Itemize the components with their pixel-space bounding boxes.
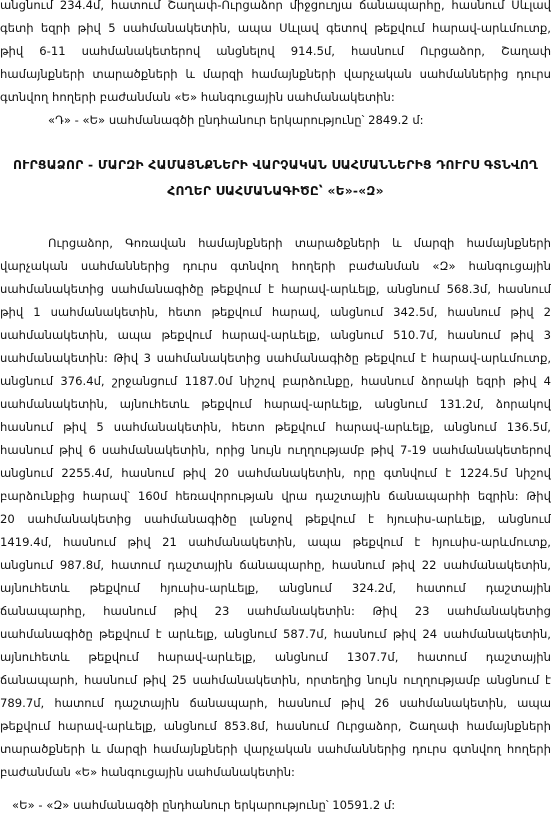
text-line: հասնում թիվ 6 սահմանակետին, որից նույն ուղղությամբ թիվ 7-19 սահմանակետերով <box>0 443 551 457</box>
text-line: անցնում 987.8մ, հատում դաշտային ճանապարհը, հասնում թիվ 22 սահմանակետին, <box>0 558 551 572</box>
text-line: բարձունքից հարավ՝ 160մ հեռավորության վրա դաշտային ճանապարհի եզրին: Թիվ <box>0 489 551 503</box>
text-line: 20 սահմանակետից սահմանագիծը լանջով թեքվում է հյուսիս-արևելք, անցնում <box>0 512 551 526</box>
text-line: սահմանակետին: Թիվ 3 սահմանակետից սահմանագիծը թեքվում է հարավ-արևմուտք, <box>0 351 551 365</box>
heading-line: ՈՒՐՑԱՁՈՐ - ՄԱՐԶԻ ՀԱՄԱՅՆՔՆԵՐԻ ՎԱՐՉԱԿԱՆ ՍԱՀՄԱՆՆԵՐԻՑ ԴՈՒՐՍ ԳՏՆՎՈՂ <box>12 158 539 172</box>
text-line: համայնքների տարածքների և մարզի համայնքների վարչական սահմաններից դուրս <box>0 67 551 81</box>
text-line: այնուհետև թեքվում հարավ-արևելք, անցնում 1307.7մ, հատում դաշտային <box>0 650 551 664</box>
text-line: ճանապարհը, հասնում թիվ 23 սահմանակետին: Թիվ 23 սահմանակետից <box>0 604 551 618</box>
text-line: անցնում 376.4մ, շրջանցում 1187.0մ նիշով բարձունքը, հասնում ձորակի եզրի թիվ 4 <box>0 374 551 388</box>
text-line: գետի եզրի թիվ 5 սահմանակետին, ապա Սևլավ գետով թեքվում հարավ-արևմուտք, <box>0 21 551 35</box>
text-line: վարչական սահմաններից դուրս գտնվող հողերի բաժանման «Զ» հանգուցային <box>0 259 551 273</box>
segment-total-e-z: «Ե» - «Զ» սահմանագծի ընդհանուր երկարությունը՝ 10591.2 մ: <box>12 798 396 812</box>
text-line: սահմանակետին, ապա թեքվում հարավ-արևելք, անցնում 510.7մ, հասնում թիվ 3 <box>0 328 551 342</box>
text-line: սահմանակետին, այնուհետև թեքվում հարավ-արևելք, անցնում 131.2մ, ձորակով <box>0 397 551 411</box>
text-line: սահմանագիծը թեքվում է արևելք, անցնում 587.7մ, հասնում թիվ 24 սահմանակետին, <box>0 627 551 641</box>
text-line: անցնում 234.4մ, հատում Շաղափ-Ուրցաձոր միջցուղյա ճանապարհը, հասնում Սևլավ <box>0 0 551 12</box>
text-line: 789.7մ, հատում դաշտային ճանապարհ, հասնում թիվ 26 սահմանակետին, ապա <box>0 696 551 710</box>
text-line: ճանապարհ, հասնում թիվ 25 սահմանակետին, որտեղից նույն ուղղությամբ անցնում է <box>0 673 551 687</box>
text-line: Ուրցաձոր, Գոռավան համայնքների տարածքների և մարզի համայնքների <box>48 236 551 250</box>
text-line: թեքվում հարավ-արևելք, անցնում 853.8մ, հասնում Ուրցաձոր, Շաղափ համայնքների <box>0 719 551 733</box>
segment-total-d-e: «Դ» - «Ե» սահմանագծի ընդհանուր երկարությունը՝ 2849.2 մ: <box>48 113 424 127</box>
text-line: 1419.4մ, հասնում թիվ 21 սահմանակետին, ապա թեքվում է հյուսիս-արևմուտք, <box>0 535 551 549</box>
heading-line: ՀՈՂԵՐ ՍԱՀՄԱՆԱԳԻԾԸ՝ «Ե»-«Զ» <box>167 184 384 198</box>
text-line: բաժանման «Ե» հանգուցային սահմանակետին: <box>0 765 295 779</box>
text-line: անցնում 2255.4մ, հասնում թիվ 20 սահմանակետին, որը գտնվում է 1224.5մ նիշով <box>0 466 551 480</box>
text-line: հասնում թիվ 5 սահմանակետին, հետո թեքվում հարավ-արևելք, անցնում 136.5մ, <box>0 420 551 434</box>
text-line: այնուհետև թեքվում հյուսիս-արևելք, անցնում 324.2մ, հատում դաշտային <box>0 581 551 595</box>
text-line: թիվ 6-11 սահմանակետերով անցնելով 914.5մ, հասնում Ուրցաձոր, Շաղափ <box>0 44 551 58</box>
text-line: տարածքների և մարզի համայնքների վարչական սահմաններից դուրս գտնվող հողերի <box>0 742 551 756</box>
text-line: գտնվող հողերի բաժանման «Ե» հանգուցային սահմանակետին: <box>0 90 395 104</box>
text-line: սահմանակետից սահմանագիծը թեքվում է հարավ-արևելք, անցնում 568.3մ, հասնում <box>0 282 551 296</box>
text-line: թիվ 1 սահմանակետին, հետո թեքվում հարավ, անցնում 342.5մ, հասնում թիվ 2 <box>0 305 551 319</box>
